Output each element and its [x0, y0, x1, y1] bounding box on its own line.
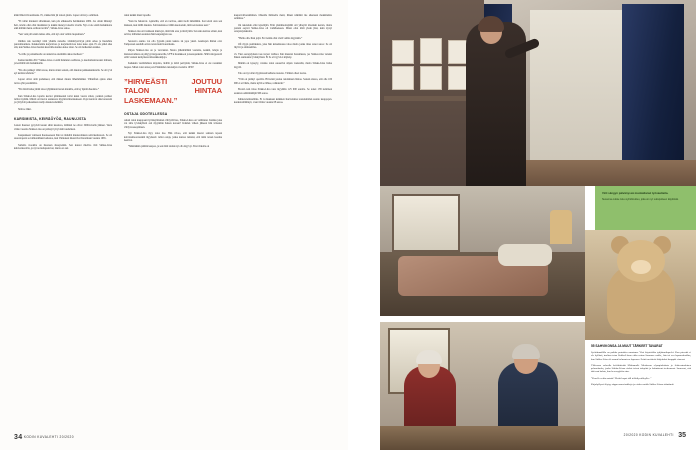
- paragraph: Lapset olivat aitiä pudunneet, että miksei muuta lähemmääksi. Vähtefiten ajatus alkoi turvaa yhä paremmilta.: [14, 78, 112, 85]
- paragraph: Syötäitmaälilla on paikka portaiden muutama. Yksi käytväälän tyhjiämulinpolvi. Kun piensitä ei ole kyllänä, tuulissa tetaa Sirkka-Liisan vitka vaima Susanna- nukke, hän toi sen lapsuuskoulhta, kun Sirkka-Liisa oli saanut kolmanteen lapsensa. Eristi tarvitinisi lahjoitaksi kauppää eimorat.: [591, 351, 691, 361]
- paragraph: Lasten huoneet pysyivät kauan siinä kuosissa, mihinsä ne olivat 1990-luvulla jääneet. Vasta viime vuosina Sirkka-Liisa on päässyt lyttyä niitä uudelleen.: [14, 124, 112, 131]
- column-3: [234, 14, 332, 108]
- paragraph: Kirjahyllyssä löytyy rüppu muuvisahkoja ja esiden mukla Sirkka-Liisan sääntämiä: [591, 382, 674, 386]
- paragraph: Siitä se läksi.: [18, 107, 32, 111]
- paragraph: Eisavri.com iinaa Sirkka-Liisa tana myydään 125 000 eurolla. Se toisei 138 neliöisen asunnon oshitimnääjäi 906 euroa.: [234, 88, 332, 95]
- photo-woman-at-window: [380, 0, 696, 186]
- caption-box-green: [595, 186, 696, 230]
- paragraph: Mikäin on kyseyty, voisiko talon osuaettvn silpun vuokralin, mutta Sirkka-Liisa halua myydä.: [234, 62, 332, 69]
- paragraph: Yläkerran sohvalla keiffiittäväät Mishamalle Moskovan olympialaisista ja Jokirvartaskinen pehmokarhu, jonka Sirkka-Liisan viskot toivat talopiini ja kukuttavut toedemaast. Samvrrat, että tätä saat halata, kun kervaryjäöin aina.: [591, 363, 691, 374]
- photo-person-left-hair: [416, 350, 442, 364]
- paragraph: Talo on nyt ollut myyntiessä kahtena ruotena. Välinsä olleet tuolaa.: [238, 72, 307, 76]
- paragraph: Nyt Sirkka-Liisa myy taloa itse. Hän ritvoo, että kaikki meetsi samaan tapaan kolvaisuhoouvaaikiä myydessä: tultui ostaja, jonka kanssa tuntuisi, että nään toisen loualuu neenvot.: [124, 132, 222, 142]
- paragraph: Kaupunkeen vuittseen huonoeeseen hän toi mökiltä muuterohkaan sohvakalustoon. Se oli suorestaparsi oovimionimäen kalustoa, kun Vainiokan muustrivat Karenluan vuonna 1965.: [14, 133, 112, 141]
- photo-teddy-bear: [585, 230, 696, 340]
- paragraph: vä. Yksi oestajatyrkun taas tarjosi vaihtoa: hän muustui Karenlusan, jos Sirkka-Liisa venaisi hänen asuntonna lyväskylässä. Ei Se oli tyyvä ei käyköy.: [234, 52, 332, 60]
- photo-bedroom: [380, 186, 585, 316]
- paragraph: ”Leville ja palautmeelle on annettava enemmän aikaa itselleen.”: [18, 52, 84, 56]
- caption-title: Virit sängyn päivänyssä muokaltanut työvaatteita.: [602, 191, 669, 195]
- photo-artwork: [420, 66, 442, 90]
- paragraph: Samalta vuodelta on huoneen sheeysetkin. Sen kuutoi mielivo tätti Sirkka-Liisa kuluverkorollta, ja nyt ne kulupautuvat, mutta on aun: [14, 143, 112, 150]
- right-page: [348, 0, 696, 450]
- page-number: 35: [678, 432, 686, 439]
- section-subhead: OSTAJA ODOTELLESSA: [124, 111, 168, 116]
- photo-person-right-hair: [512, 344, 540, 359]
- magazine-name: KODIN KUVALEHTI 20/2020: [23, 435, 74, 439]
- photo-artwork: [392, 66, 414, 90]
- photo-two-people: [380, 322, 585, 450]
- pull-quote: ”HIRVEÄSTI JOUTUU TALON HINTAA LASKEMAAN.”: [124, 77, 222, 105]
- left-folio: [14, 434, 74, 441]
- paragraph: kauparvahvetanämien. Olkealle ihmiselle meni, hänen näkitäni me aikonaan mokkitumto selmmee.”: [234, 14, 332, 21]
- paragraph: Alusti talon kauppaani lyväskylälainen välttyvältvaa, Sirkka-Liisaa on vaihdanut. Kuinka joku voi talla lyväskylästä asti myymään halsen kotaan? Kahden vilkon jälkeen hän irtisanoi välttyvaaasopimuen.: [124, 119, 222, 129]
- left-text-columns: [14, 14, 334, 404]
- column-4: [591, 344, 691, 386]
- paragraph: Kaikkuin vaaltimmista kirjoista, äidiltä ja isiltä peritynää, Sirkka-Liisa ei ole raaskinut luopua. Miten voisi antaa pois Eminäiden tietokirjan vuodelta 1939?: [124, 62, 222, 69]
- paragraph: On takolekin ollut kyseläjitä. Erän yksinhuoltajääiti otti yhteyttä trisenkin kerran, mutta joutain eeyrsti Sirkka-Liisa oli vamihaokeen. Miten oltoi imäi yksin jäisi, kuin kyvyi ostajatarjokkaalta.: [234, 23, 332, 34]
- paragraph: Paljon Sirkka-Liisa on jo varvannut. Mosta jähenläillänä vaatteita, kenkiä, lelujia ja muistaavamista on pääyyyt kirppautorille, UFF:n haatikkoon ja kaatopaikalle. SPR:n kirppatoril oiltti vastaan keräyskassi klassikkokirjoja.: [124, 49, 222, 60]
- paragraph: Seuraava asunto voi olla lyyteän piené kaksio tai jopa yksiö. Asuntojen hinnat ovat Tampereen seudulla aivan toista kuin Karenluana.: [124, 39, 222, 47]
- paragraph: tanut kaikki muut lapselle.: [124, 14, 152, 17]
- photo-artwork: [420, 38, 442, 64]
- paragraph: ”Kenelle nekin antaisi? Elväit laspet täll teikkilyvrikkyllee.”: [591, 376, 652, 380]
- paragraph: Kiintewietmaaltima. Ei ts muukaan kalkkien Karvulainsa toteutumiden asunto kauppojen. konkuvatilääntyö, vaan viltme vuonna 68 euroa.: [234, 97, 332, 105]
- paragraph: Omhan talo teettänyt töitä yhdelle naiselle. Lämmitysvävyn pitää omaa ja huolehtia purotuhtoumeta. Kakkertaintu korjattavaa ja korjantetttavaa tulee koko ajan. Ei ole pitkä aika sitä, kun Sirkka-Liisa maalasi karettima kannea koko talon. Se oli melkoinen urakka.: [14, 39, 112, 50]
- paragraph: ”Mikinäikin pääitin kaupaa, ja sen mitä taidan nyt olla myyvyt. Ensi vitkolla on: [128, 145, 210, 149]
- paragraph: ”Tätä on pitänyt operilla. Hirveästi joutuu taloniinaan hintaa. Sanoin alussa, että alle 100 000 ei oi lähde, mutta kyllä se lähtee, rohkaistin.”: [234, 78, 332, 85]
- column-1: [14, 14, 112, 153]
- paragraph: kään lähtevä Karenluana. Ei, vaikka hän jät taloon yksin. Lapset olivat jo omillaan.: [14, 14, 99, 17]
- photo-artwork: [392, 40, 414, 64]
- caption-body: Susanna-nukke istuu syhtölouttuu, joka on nyt suksputteen käyttöstä.: [602, 197, 679, 201]
- right-folio: [624, 423, 686, 441]
- section-subhead: 55 SAHVIKONSA JA MUUT TÄRKEET TAVARAT: [591, 344, 663, 348]
- paragraph: Ofi myyn puiriikuista, joka hän kalsemuassa taloa mutta jonka mies sanoi saroe: Se oli liiyviä ja ammaettilua.: [234, 43, 332, 50]
- photo-pillow: [498, 244, 552, 266]
- photo-window: [392, 194, 460, 252]
- magazine-name: 20/2020 KODIN KUVALEHTI: [623, 433, 674, 437]
- photo-lamp: [550, 210, 572, 244]
- right-text-column: [591, 344, 691, 389]
- column-2: [124, 14, 222, 152]
- paragraph: ”Kun he halustvat. Ajattellin, että en tarvitse, enkä tiedä tärkääääin. Kai teistä otan sen mukaan, kun täällä muutan. Sohvakalustoa vähän kuoloelein, mitä sen kanssa teen.”: [124, 20, 222, 27]
- photo-person-hair: [478, 16, 504, 32]
- paragraph: ”Ei tullut mieleeni silloinkaan, kun päs elikkoselle heitäkuinna 2009. Jos olisin lähtenyt heti, talolle olisi ollut markkinat ja kaikki meneyt toleella tavalla. Nyt ei ole enää markkinoita eikä mitään menu ostilaan tavalla”, Sirkka-Liisa sanoo.: [14, 20, 112, 31]
- paragraph: ”Hallu olin. Ihan jotjii. En vieään ollut vielä valmis myynnän.”: [238, 36, 303, 40]
- paragraph: ”En mittä halua jättää taloa tyhjäänteni lasten mielelle, että ky lipitän huolatte.”: [18, 88, 99, 92]
- section-subhead: KARSIMISTA, KEIRÄÖYÖÄ, RAUNUJSTA: [14, 116, 87, 121]
- paragraph: ”En oltu pääneyt vähtä stouo, mutta sitten sanoin, että muutan paikkakunnatalla. Se oli tyvä eyi karmia tehdaria.”: [14, 68, 112, 76]
- photo-table: [380, 426, 585, 450]
- paragraph: Kun Sirkka-Liisa lopulta kerttoi päätöksensä iotlsi kaksi vuotta sitten, poikien perheet tulivat kylään. Mitsiti otti kuvat asunnosta myyntii-ilmoitaukseen. Pojat karsivat ulkovarastom ja ryhtyivät paikaamaan taaltja muutevedenhiin.: [14, 94, 112, 105]
- paragraph: Kantavaäeläin 2017 Sirkka-Liisa ei enää halunnut osallistaa, ja kuottumanvuosien mittaan, ja keväällä tuli markkinoille.: [14, 59, 112, 66]
- page-number: 34: [14, 434, 23, 441]
- paragraph: ”Sen vain pitä ensin tuntea silta, että nyt olen valmis luopumaan.”: [18, 33, 86, 37]
- teddy-snout: [631, 260, 651, 274]
- paragraph: Sirkka-Liisa otti tarkkaan mierteyn, mitä hän otaa ja mitä jätää. Sen aika kotitaa sötten, kun selvisi, millainen asunnon hän kaupungista saa.: [124, 30, 222, 37]
- photo-curtain-right: [622, 4, 684, 182]
